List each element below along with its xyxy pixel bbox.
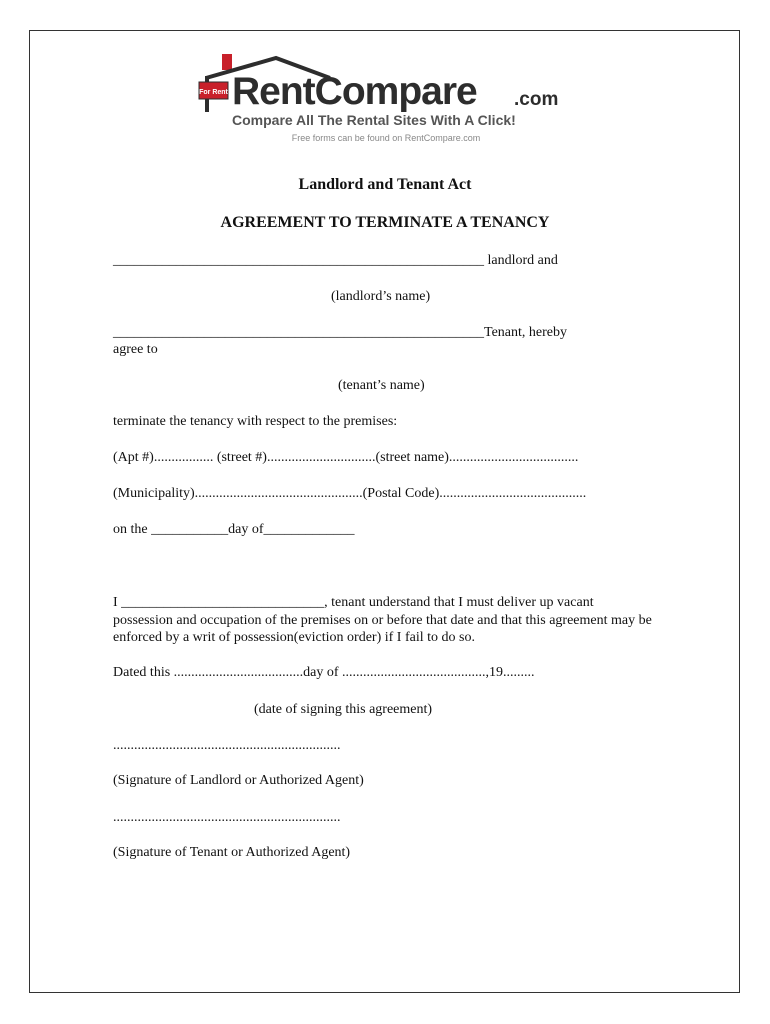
landlord-name-label: (landlord’s name)	[331, 289, 431, 304]
date-signing-label: (date of signing this agreement)	[254, 702, 433, 717]
brand-name: RentCompare	[232, 70, 477, 113]
brand-tagline: Compare All The Rental Sites With A Click!	[232, 112, 516, 128]
landlord-signature-label: (Signature of Landlord or Authorized Agent)	[113, 773, 364, 788]
agree-to-text: agree to	[113, 342, 158, 357]
act-title: Landlord and Tenant Act	[298, 176, 472, 193]
dated-line: Dated this .....................................day of .........................................,19.........	[113, 665, 535, 680]
main-title: AGREEMENT TO TERMINATE A TENANCY	[220, 214, 550, 231]
for-rent-sign-text: For Rent	[199, 89, 228, 96]
on-the-day-line: on the ___________day of_____________	[113, 522, 355, 537]
tenant-name-label: (tenant’s name)	[338, 378, 425, 393]
rentcompare-logo[interactable]	[196, 52, 576, 148]
tenant-signature-label: (Signature of Tenant or Authorized Agent)	[113, 845, 351, 860]
address-line: (Apt #)................. (street #)...............................(street name).....................................	[113, 450, 579, 465]
understand-paragraph: I _____________________________, tenant understand that I must deliver up vacant possession and occupation of the premises on or before that date and that this agreement may be enforced by a writ of possession(eviction order) if I fail to do so.	[113, 595, 652, 645]
landlord-signature-line: .................................................................	[113, 738, 341, 753]
terminate-text: terminate the tenancy with respect to the premises:	[113, 414, 398, 429]
free-forms-note: Free forms can be found on RentCompare.com	[291, 133, 481, 143]
municipality-line: (Municipality)................................................(Postal Code)..........................................	[113, 486, 587, 501]
tenant-signature-line: .................................................................	[113, 810, 341, 825]
tenant-line: _____________________________________________________Tenant, hereby	[113, 325, 567, 340]
brand-tld: .com	[514, 89, 559, 110]
landlord-line: _____________________________________________________ landlord and	[113, 253, 558, 268]
